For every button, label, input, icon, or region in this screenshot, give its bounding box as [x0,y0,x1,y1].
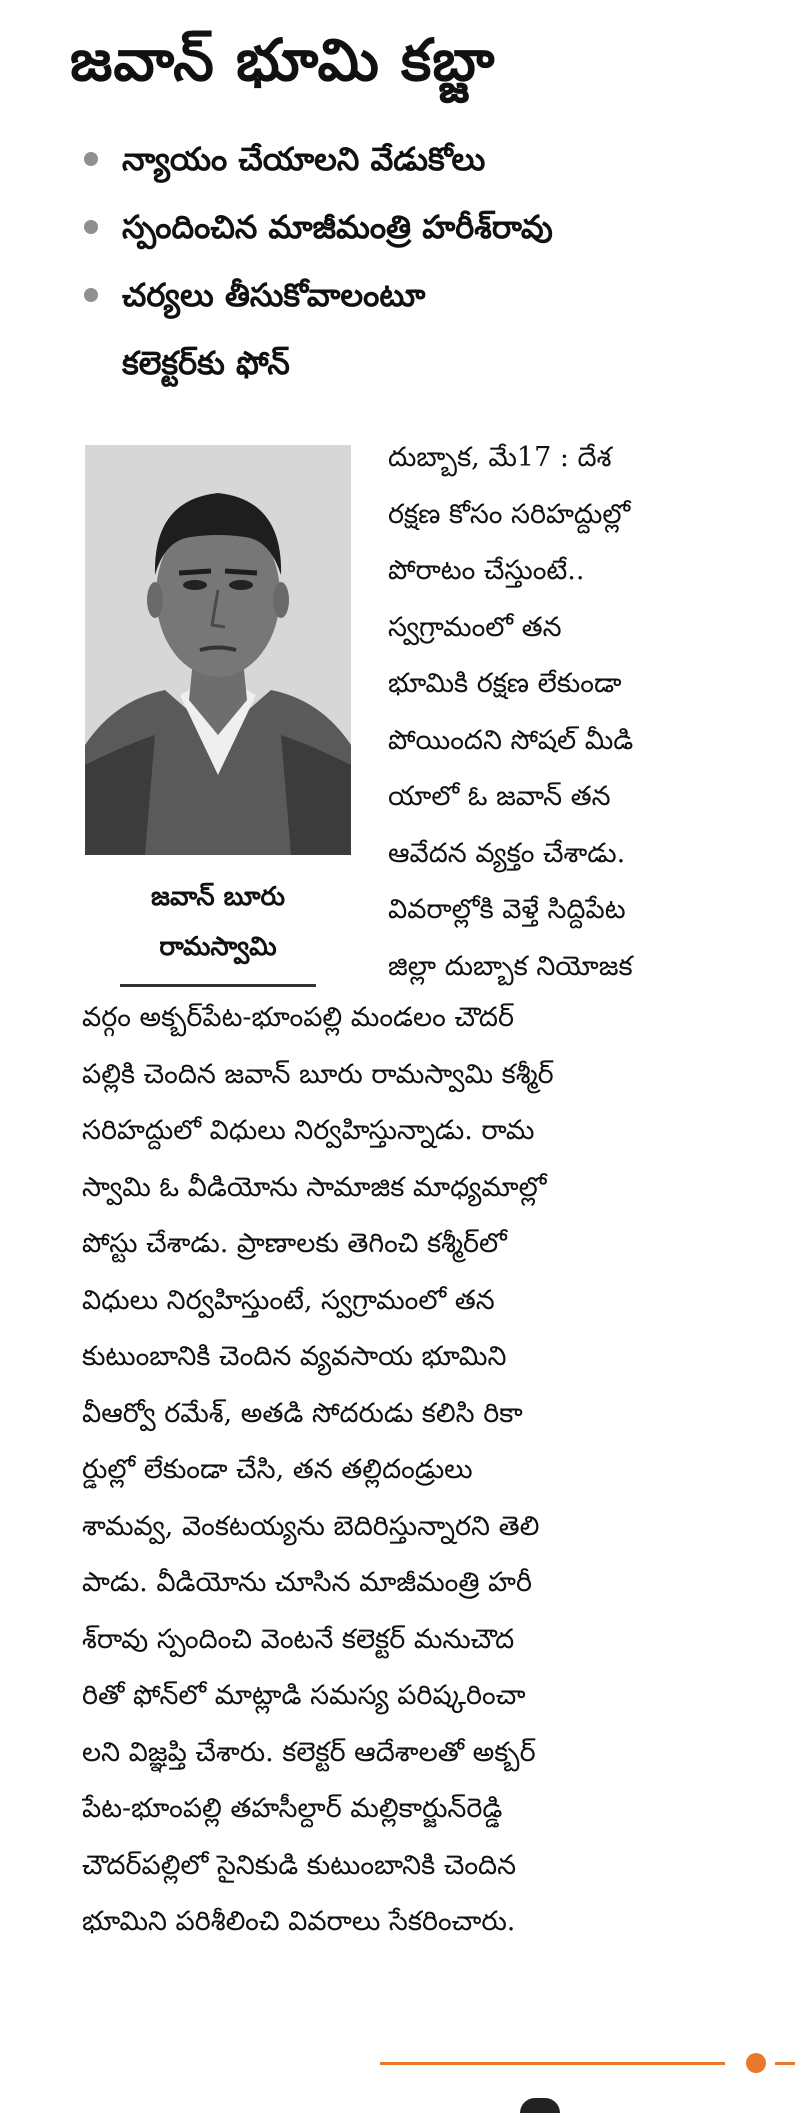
caption-line: జవాన్ బూరు [151,882,285,912]
photo-caption [85,872,351,972]
jawan-photo [85,445,351,855]
highlight-text: స్పందించిన మాజీమంత్రి హరీశ్‌రావు [122,208,553,246]
article-side-column [388,430,766,995]
text-line: స్వామి ఓ వీడియోను సామాజిక మాధ్యమాల్లో [82,1171,547,1203]
highlight-item [80,193,760,261]
text-line: వివరాల్లోకి వెళ్తే సిద్దిపేట [388,894,626,925]
text-line: చౌదర్‌పల్లిలో సైనికుడి కుటుంబానికి చెందిన [82,1849,517,1881]
article-end-rule [380,2062,725,2065]
highlight-item-continuation [80,329,760,397]
highlight-text: చర్యలు తీసుకోవాలంటూ [122,276,426,314]
next-article-fragment [520,2098,560,2113]
text-line: రక్షణ కోసం సరిహద్దుల్లో [388,498,631,530]
text-line: వీఆర్వో రమేశ్, అతడి సోదరుడు కలిసి రికా [82,1397,523,1429]
text-line: సరిహద్దులో విధులు నిర్వహిస్తున్నాడు. రామ [82,1115,535,1146]
text-line: స్వగ్రామంలో తన [388,611,562,643]
highlight-list [80,125,760,397]
text-line: జిల్లా దుబ్బాక నియోజక [388,950,633,982]
portrait-image [85,445,351,855]
text-line: శ్‌రావు స్పందించి వెంటనే కలెక్టర్ మనుచౌద [82,1623,515,1655]
highlight-item [80,261,760,329]
text-line: వర్గం అక్బర్‌పేట-భూంపల్లి మండలం చౌదర్ [82,1002,514,1033]
article-body [82,990,762,1951]
text-line: దుబ్బాక, మే17 : దేశ [388,442,612,473]
text-line: భూమికి రక్షణ లేకుండా [388,668,622,699]
text-line: యాలో ఓ జవాన్ తన [388,781,611,812]
text-line: కుటుంబానికి చెందిన వ్యవసాయ భూమిని [82,1341,507,1372]
highlight-item [80,125,760,193]
highlight-text: కలెక్టర్‌కు ఫోన్ [122,344,290,382]
text-line: పోస్టు చేశాడు. ప్రాణాలకు తెగించి కశ్మీర్‌లో [82,1228,507,1259]
text-line: విధులు నిర్వహిస్తుంటే, స్వగ్రామంలో తన [82,1284,495,1316]
caption-underline [120,984,316,987]
text-line: లని విజ్ఞప్తి చేశారు. కలెక్టర్ ఆదేశాలతో అక్బర్ [82,1736,536,1768]
text-line: రితో ఫోన్‌లో మాట్లాడి సమస్య పరిష్కరించా [82,1680,526,1711]
text-line: శామవ్వ, వెంకటయ్యను బెదిరిస్తున్నారని తెలి [82,1510,540,1542]
caption-line: రామస్వామి [159,932,277,962]
text-line: భూమిని పరిశీలించి వివరాలు సేకరించారు. [82,1906,516,1937]
text-line: ర్డుల్లో లేకుండా చేసి, తన తల్లిదండ్రులు [82,1454,473,1485]
text-line: పోయిందని సోషల్ మీడి [388,724,634,756]
headline: జవాన్ భూమి కబ్జా [70,26,496,94]
text-line: పోరాటం చేస్తుంటే.. [388,555,585,586]
highlight-text: న్యాయం చేయాలని వేడుకోలు [122,140,486,178]
bullet-dot-icon [84,288,98,302]
text-line: పల్లికి చెందిన జవాన్ బూరు రామస్వామి కశ్మీర్ [82,1058,554,1090]
text-line: పేట-భూంపల్లి తహసీల్దార్ మల్లికార్జున్‌రెడ్డి [82,1793,503,1824]
article-end-rule-tail [775,2062,795,2065]
bullet-dot-icon [84,220,98,234]
article-end-dot-icon [746,2053,766,2073]
bullet-dot-icon [84,152,98,166]
text-line: ఆవేదన వ్యక్తం చేశాడు. [388,837,626,869]
text-line: పాడు. వీడియోను చూసిన మాజీమంత్రి హరీ [82,1567,532,1598]
